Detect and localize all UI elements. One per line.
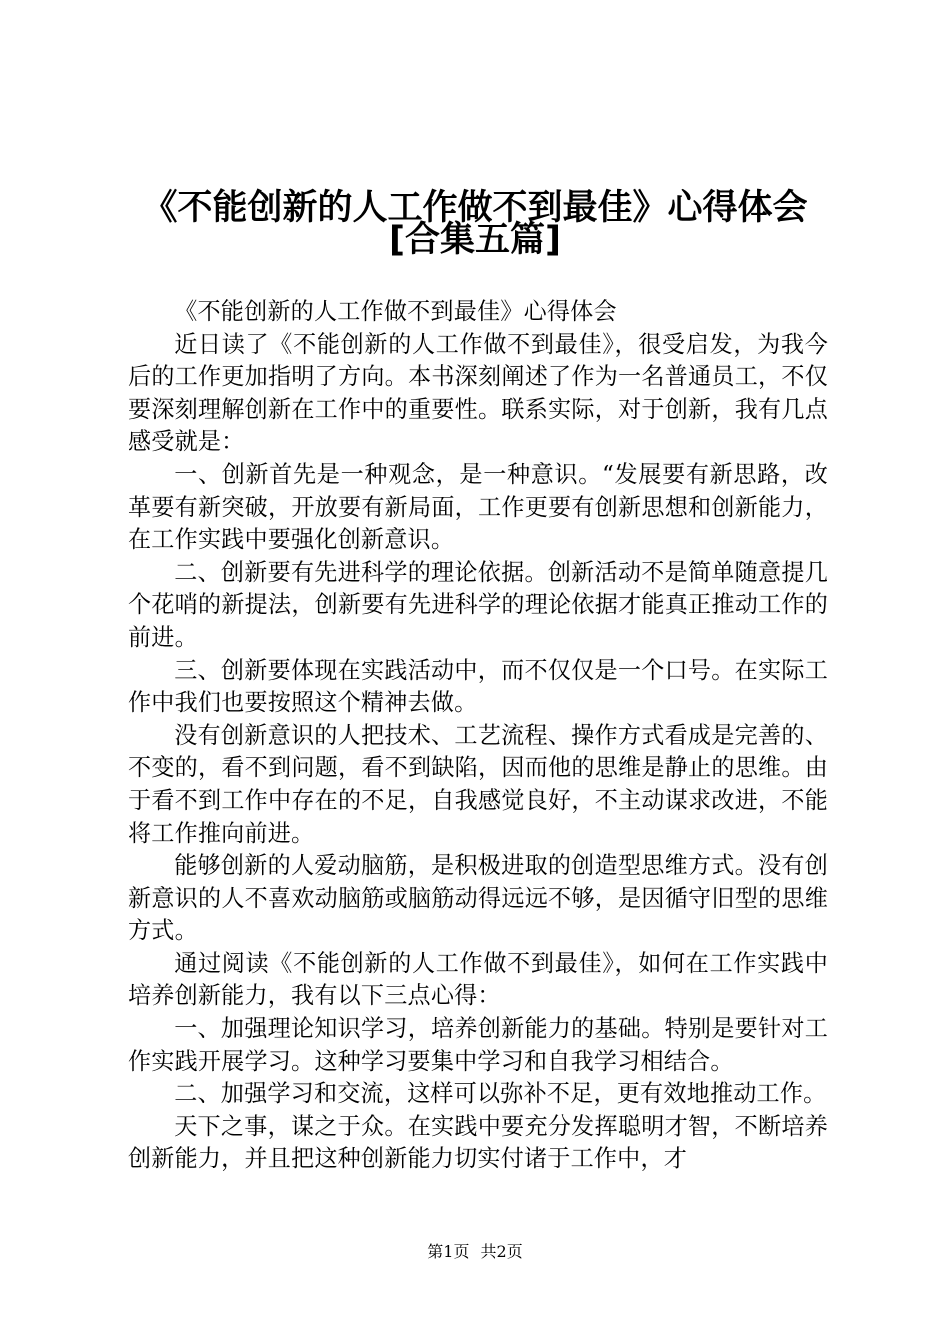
paragraph: 能够创新的人爱动脑筋，是积极进取的创造型思维方式。没有创新意识的人不喜欢动脑筋或脑筋动得远远不够，是因循守旧型的思维方式。: [128, 853, 828, 945]
document-subtitle: [合集五篇]: [389, 220, 561, 260]
page-count: 共2页: [480, 1242, 523, 1261]
paragraph: 二、创新要有先进科学的理论依据。创新活动不是简单随意提几个花哨的新提法，创新要有先进科学的理论依据才能真正推动工作的前进。: [128, 559, 828, 651]
paragraph: 近日读了《不能创新的人工作做不到最佳》，很受启发，为我今后的工作更加指明了方向。本书深刻阐述了作为一名普通员工，不仅要深刻理解创新在工作中的重要性。联系实际，对于创新，我有几点感受就是：: [128, 331, 828, 456]
paragraph: 通过阅读《不能创新的人工作做不到最佳》，如何在工作实践中培养创新能力，我有以下三点心得：: [128, 950, 828, 1010]
paragraph: 《不能创新的人工作做不到最佳》心得体会: [174, 299, 617, 325]
paragraph: 一、加强理论知识学习，培养创新能力的基础。特别是要针对工作实践开展学习。这种学习要集中学习和自我学习相结合。: [128, 1016, 828, 1075]
paragraph: 二、加强学习和交流，这样可以弥补不足，更有效地推动工作。: [174, 1081, 827, 1108]
paragraph: 没有创新意识的人把技术、工艺流程、操作方式看成是完善的、不变的，看不到问题，看不到缺陷，因而他的思维是静止的思维。由于看不到工作中存在的不足，自我感觉良好，不主动谋求改进，不能将工作推向前进。: [128, 722, 828, 847]
page-number: 第1页: [427, 1242, 470, 1261]
paragraph: 一、创新首先是一种观念，是一种意识。“发展要有新思路，改革要有新突破，开放要有新局面，工作更要有创新思想和创新能力，在工作实践中要强化创新意识。: [128, 461, 828, 554]
document-body: [128, 296, 828, 1176]
paragraph: 天下之事，谋之于众。在实践中要充分发挥聪明才智，不断培养创新能力，并且把这种创新能力切实付诸于工作中，才: [128, 1113, 828, 1173]
page-footer: [0, 1242, 950, 1262]
paragraph: 三、创新要体现在实践活动中，而不仅仅是一个口号。在实际工作中我们也要按照这个精神去做。: [128, 657, 828, 717]
document-title: 《不能创新的人工作做不到最佳》心得体会: [142, 188, 808, 228]
